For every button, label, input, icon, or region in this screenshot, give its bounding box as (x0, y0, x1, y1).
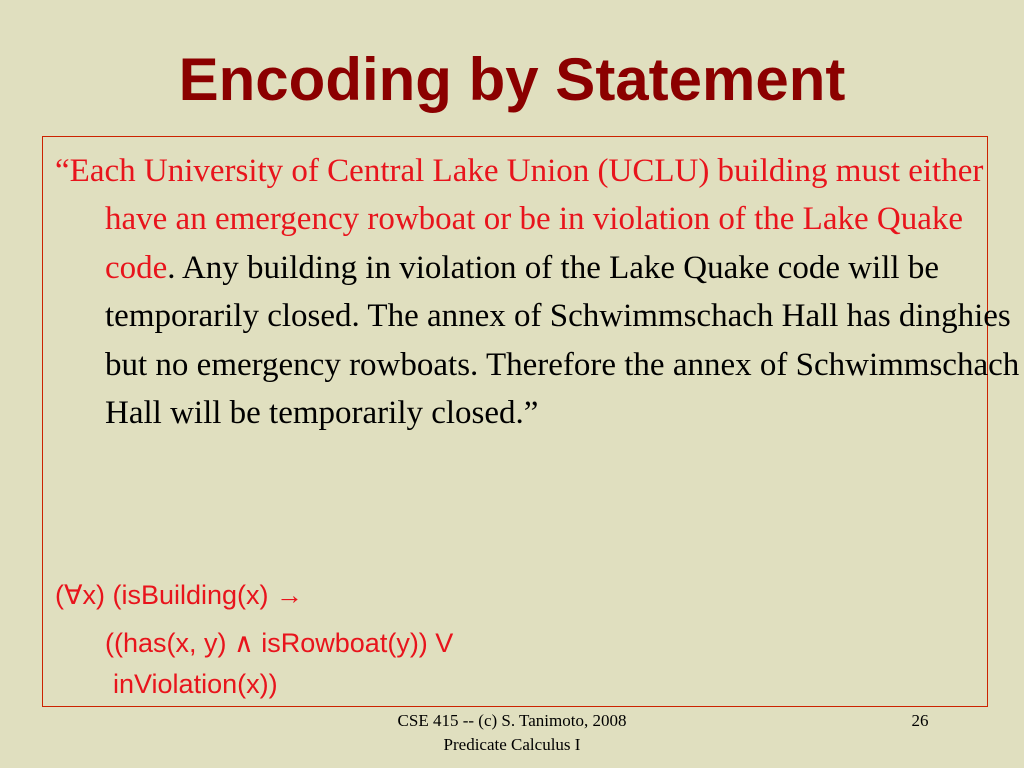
slide-title: Encoding by Statement (178, 46, 846, 113)
quote-black-text: . Any building in violation of the Lake Quake code will be temporarily closed. The annex of Schwimmschach Hall has dinghies but no emergency rowboats. Therefore the annex of Schwimmschach Hall will be temporarily closed.” (105, 249, 1020, 432)
quote-open-mark: “ (55, 153, 70, 189)
formula-line-2: ((has(x, y) ∧ isRowboat(y)) V (105, 628, 454, 658)
footer (312, 709, 712, 757)
footer-course-line: CSE 415 -- (c) S. Tanimoto, 2008 (397, 711, 627, 730)
footer-topic-line: Predicate Calculus I (443, 735, 581, 754)
formula-line-1: (∀x) (isBuilding(x) → (55, 580, 303, 610)
formula-line-3: inViolation(x)) (113, 669, 278, 699)
quote-paragraph (55, 147, 1024, 437)
page-number: 26 (911, 711, 929, 730)
quote-red-text: Each University of Central Lake Union (UCLU) building must either have an emergency rowboat or be in violation of the Lake Quake code (69, 153, 984, 286)
content-box (42, 136, 1020, 707)
